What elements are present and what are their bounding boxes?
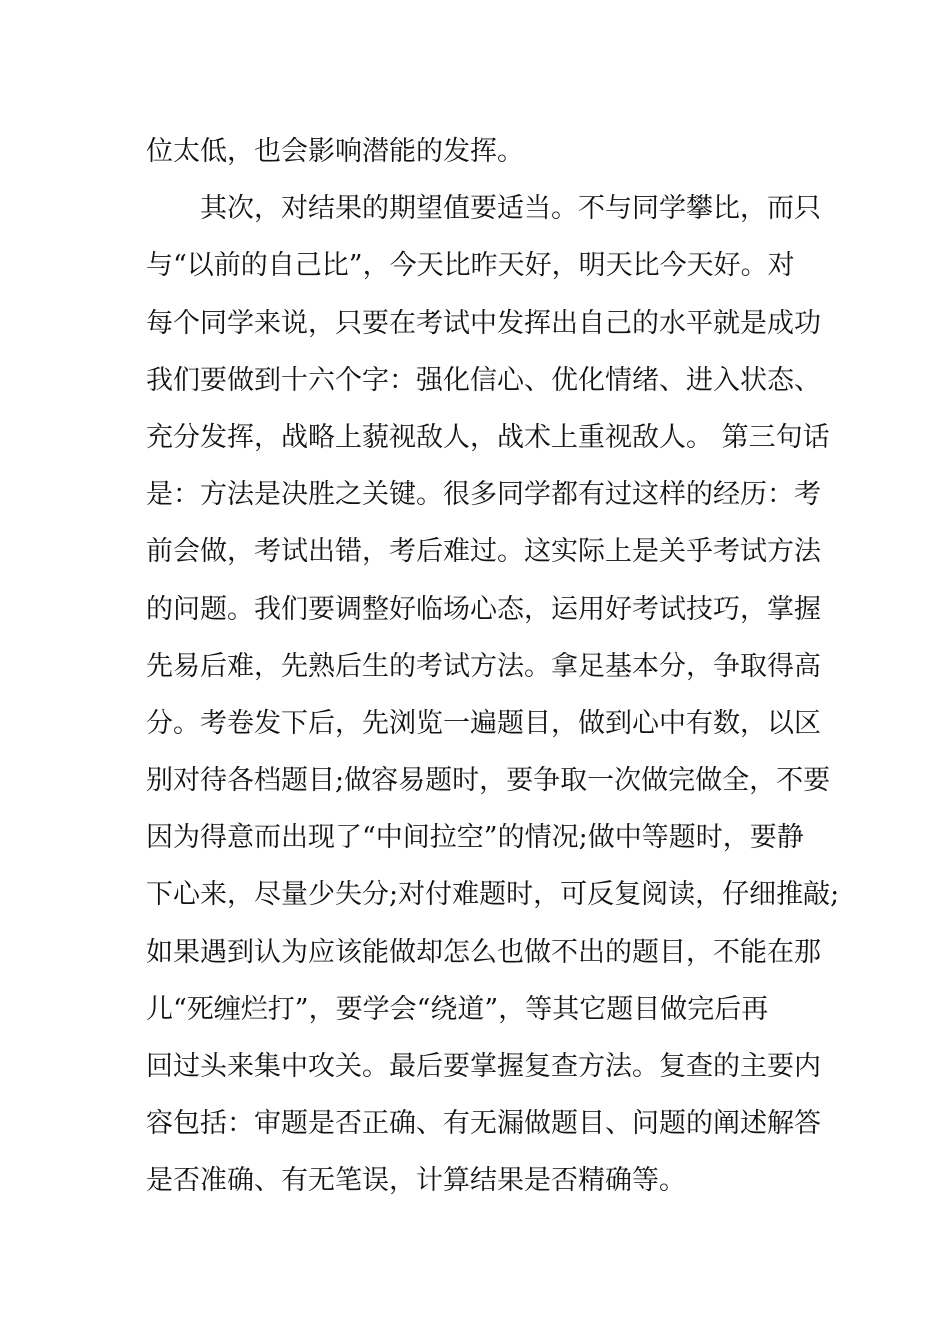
text-line: 是：方法是决胜之关键。很多同学都有过这样的经历：考 [146,479,821,511]
text-line: 下心来，尽量少失分;对付难题时，可反复阅读，仔细推敲; [146,879,840,911]
paragraph-first-line: 其次，对结果的期望值要适当。不与同学攀比，而只 [200,193,821,225]
text-line: 回过头来集中攻关。最后要掌握复查方法。复查的主要内 [146,1051,821,1082]
text-line: 先易后难，先熟后生的考试方法。拿足基本分，争取得高 [146,650,821,682]
text-line: 每个同学来说，只要在考试中发挥出自己的水平就是成功 [146,307,821,339]
text-line: 我们要做到十六个字：强化信心、优化情绪、进入状态、 [146,364,821,396]
text-line: 充分发挥，战略上藐视敌人，战术上重视敌人。 第三句话 [146,421,830,453]
text-line: 分。考卷发下后，先浏览一遍题目，做到心中有数，以区 [146,707,821,739]
text-line: 前会做，考试出错，考后难过。这实际上是关乎考试方法 [146,536,821,568]
text-line: 位太低，也会影响潜能的发挥。 [146,136,524,167]
text-line: 因为得意而出现了“中间拉空”的情况;做中等题时，要静 [146,822,804,854]
text-line: 与“以前的自己比”，今天比昨天好，明天比今天好。对 [146,250,795,282]
text-line: 儿“死缠烂打”，要学会“绕道”，等其它题目做完后再 [146,993,769,1025]
text-line: 如果遇到认为应该能做却怎么也做不出的题目，不能在那 [146,936,821,968]
text-line: 别对待各档题目;做容易题时，要争取一次做完做全，不要 [146,765,831,797]
text-line: 的问题。我们要调整好临场心态，运用好考试技巧，掌握 [146,593,821,625]
body-text [146,128,840,1215]
text-line: 容包括：审题是否正确、有无漏做题目、问题的阐述解答 [146,1108,821,1140]
text-line: 是否准确、有无笔误，计算结果是否精确等。 [146,1165,686,1197]
